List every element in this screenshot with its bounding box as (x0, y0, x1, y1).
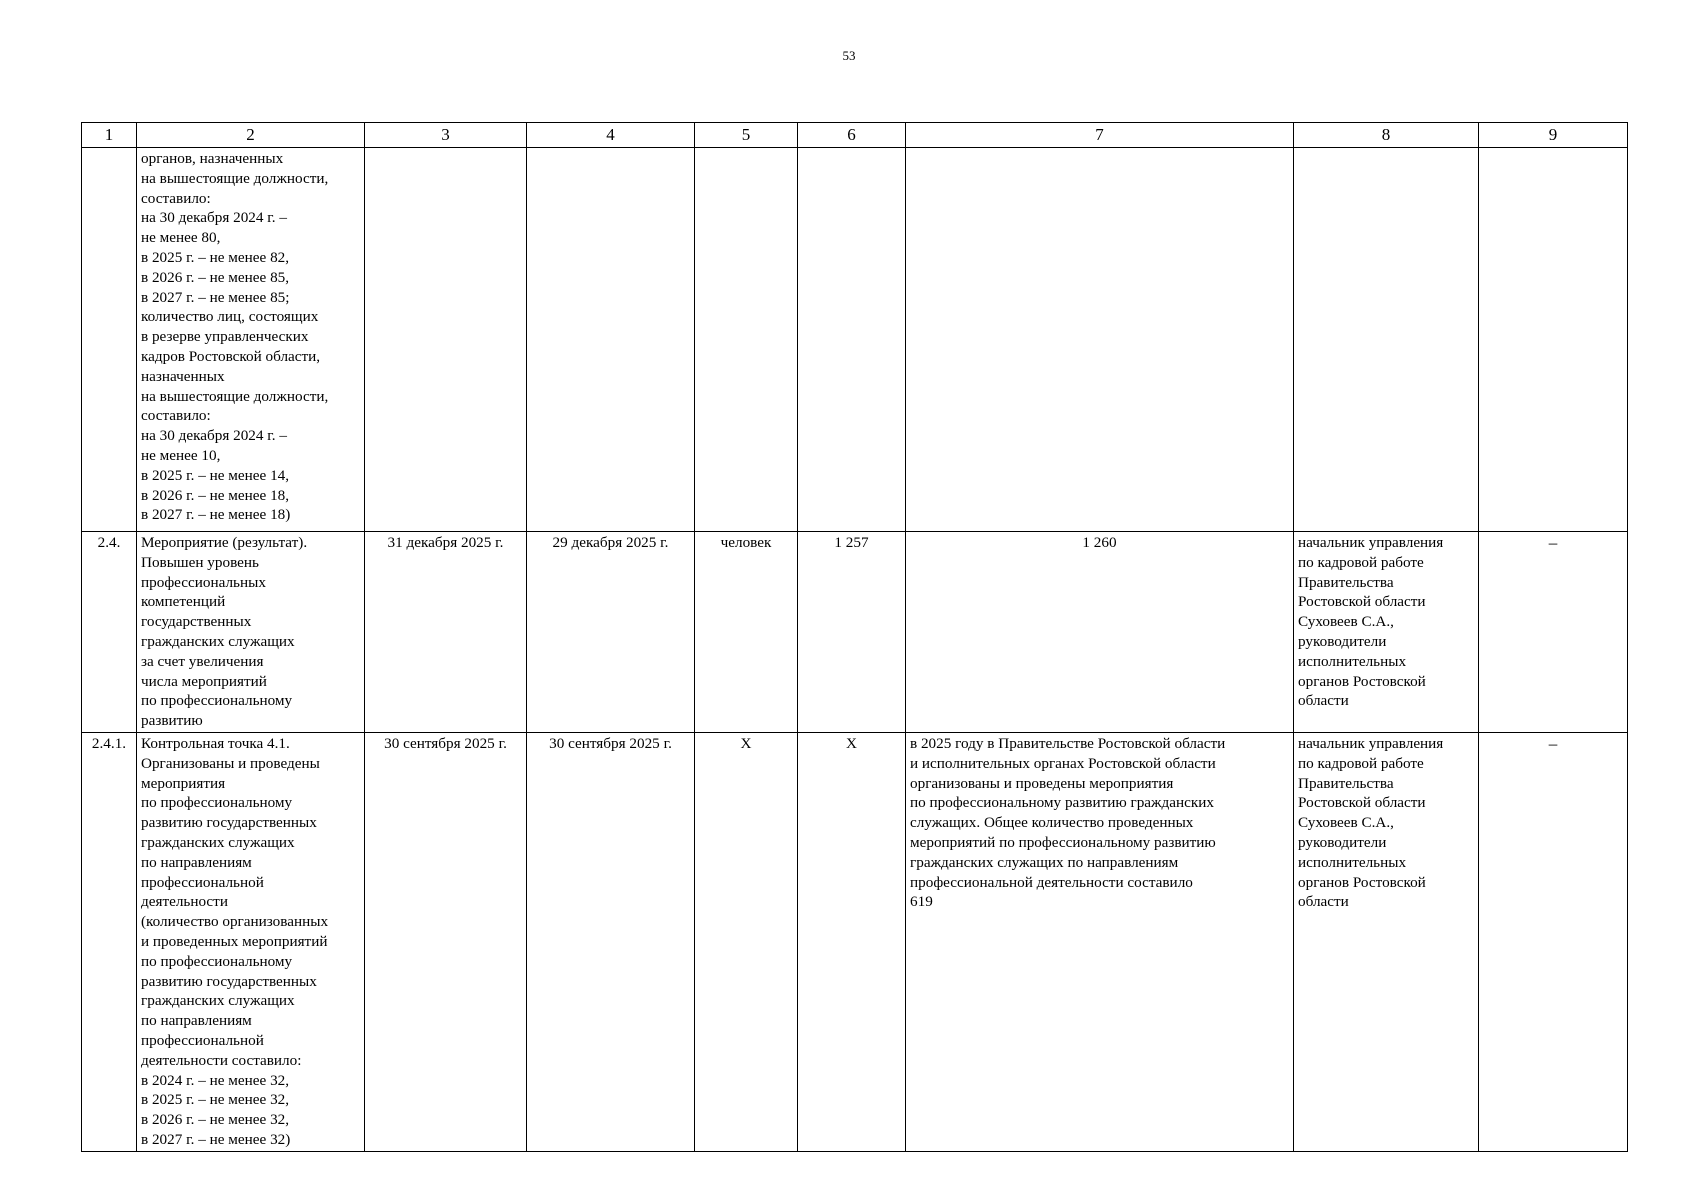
text-line: за счет увеличения (141, 652, 264, 670)
note: – (1479, 532, 1628, 733)
text-line: в 2027 г. – не менее 18) (141, 506, 291, 524)
text-line: гражданских служащих (141, 833, 295, 851)
text-line: Правительства (1298, 573, 1394, 591)
text-line: в 2025 г. – не менее 32, (141, 1091, 290, 1109)
text-line: в резерве управленческих (141, 328, 309, 346)
text-line: в 2027 г. – не менее 85; (141, 288, 290, 306)
text-line: и проведенных мероприятий (141, 932, 328, 950)
note: – (1479, 733, 1628, 1152)
text-line: гражданских служащих по направлениям (910, 853, 1179, 871)
unit (695, 148, 798, 532)
text-line: кадров Ростовской области, (141, 347, 321, 365)
text-line: органов, назначенных (141, 150, 284, 167)
table-header-row (82, 123, 1628, 148)
text-line: по профессиональному (141, 952, 293, 970)
text-line: составило: (141, 407, 211, 425)
text-line: в 2026 г. – не менее 18, (141, 486, 290, 504)
text-line: по профессиональному (141, 692, 293, 710)
column-header-3: 3 (365, 123, 527, 148)
text-line: по направлениям (141, 853, 252, 871)
plan-date: 30 сентября 2025 г. (365, 733, 527, 1152)
fact-value (906, 532, 1294, 733)
text-line: гражданских служащих (141, 992, 295, 1010)
text-line: организованы и проведены мероприятия (910, 774, 1174, 792)
table-row (82, 733, 1628, 1152)
unit: Х (695, 733, 798, 1152)
text-line: в 2027 г. – не менее 32) (141, 1130, 291, 1148)
text-line: на 30 декабря 2024 г. – (141, 209, 287, 227)
text-line: в 2025 г. – не менее 82, (141, 248, 290, 266)
text-line: профессиональной (141, 1031, 264, 1049)
text-line: профессиональной (141, 873, 264, 891)
text-line: Суховеев С.А., (1298, 613, 1394, 631)
fact-value (906, 148, 1294, 532)
text-line: в 2025 году в Правительстве Ростовской области (910, 735, 1226, 752)
table-row (82, 532, 1628, 733)
text-line: назначенных (141, 367, 225, 385)
row-number (82, 148, 137, 532)
text-line: Мероприятие (результат). (141, 534, 308, 551)
text-line: 1 260 (1082, 534, 1117, 551)
text-line: мероприятия (141, 774, 226, 792)
text-line: деятельности составило: (141, 1051, 302, 1069)
text-line: Повышен уровень (141, 553, 259, 571)
text-line: по направлениям (141, 1012, 252, 1030)
text-line: по профессиональному развитию гражданских (910, 794, 1214, 812)
text-line: исполнительных (1298, 853, 1407, 871)
text-line: деятельности (141, 893, 228, 911)
text-line: развитию государственных (141, 814, 317, 832)
column-header-2: 2 (137, 123, 365, 148)
text-line: служащих. Общее количество проведенных (910, 814, 1194, 832)
fact-date (527, 148, 695, 532)
text-line: Ростовской области (1298, 593, 1426, 611)
text-line: в 2026 г. – не менее 85, (141, 268, 290, 286)
column-header-1: 1 (82, 123, 137, 148)
fact-date: 30 сентября 2025 г. (527, 733, 695, 1152)
text-line: Ростовской области (1298, 794, 1426, 812)
column-header-7: 7 (906, 123, 1294, 148)
text-line: 619 (910, 893, 933, 911)
text-line: профессиональной деятельности составило (910, 873, 1193, 891)
text-line: руководители (1298, 632, 1387, 650)
row-description (137, 733, 365, 1152)
text-line: на вышестоящие должности, (141, 387, 329, 405)
text-line: по кадровой работе (1298, 553, 1424, 571)
plan-date (365, 148, 527, 532)
text-line: начальник управления (1298, 534, 1444, 551)
text-line: области (1298, 893, 1349, 911)
fact-date: 29 декабря 2025 г. (527, 532, 695, 733)
text-line: не менее 80, (141, 229, 221, 247)
text-line: количество лиц, состоящих (141, 308, 319, 326)
note (1479, 148, 1628, 532)
table-row (82, 148, 1628, 532)
plan-value (798, 148, 906, 532)
row-description (137, 532, 365, 733)
responsible (1294, 148, 1479, 532)
column-header-4: 4 (527, 123, 695, 148)
text-line: исполнительных (1298, 652, 1407, 670)
responsible (1294, 733, 1479, 1152)
row-description (137, 148, 365, 532)
fact-value (906, 733, 1294, 1152)
column-header-6: 6 (798, 123, 906, 148)
text-line: органов Ростовской (1298, 672, 1426, 690)
text-line: развитию государственных (141, 972, 317, 990)
text-line: Организованы и проведены (141, 754, 320, 772)
responsible (1294, 532, 1479, 733)
text-line: государственных (141, 613, 252, 631)
text-line: руководители (1298, 833, 1387, 851)
text-line: компетенций (141, 593, 226, 611)
plan-value: Х (798, 733, 906, 1152)
column-header-8: 8 (1294, 123, 1479, 148)
report-table (81, 122, 1628, 1152)
column-header-5: 5 (695, 123, 798, 148)
text-line: (количество организованных (141, 913, 329, 931)
text-line: и исполнительных органах Ростовской области (910, 754, 1216, 772)
row-number: 2.4. (82, 532, 137, 733)
text-line: в 2024 г. – не менее 32, (141, 1071, 290, 1089)
text-line: развитию (141, 712, 203, 730)
text-line: Контрольная точка 4.1. (141, 735, 290, 752)
page-number: 53 (842, 48, 856, 63)
text-line: не менее 10, (141, 446, 221, 464)
text-line: области (1298, 692, 1349, 710)
text-line: Правительства (1298, 774, 1394, 792)
plan-value: 1 257 (798, 532, 906, 733)
text-line: профессиональных (141, 573, 266, 591)
text-line: в 2026 г. – не менее 32, (141, 1111, 290, 1129)
text-line: Суховеев С.А., (1298, 814, 1394, 832)
text-line: в 2025 г. – не менее 14, (141, 466, 290, 484)
text-line: гражданских служащих (141, 632, 295, 650)
column-header-9: 9 (1479, 123, 1628, 148)
text-line: по профессиональному (141, 794, 293, 812)
text-line: органов Ростовской (1298, 873, 1426, 891)
plan-date: 31 декабря 2025 г. (365, 532, 527, 733)
text-line: мероприятий по профессиональному развитию (910, 833, 1216, 851)
text-line: числа мероприятий (141, 672, 267, 690)
text-line: начальник управления (1298, 735, 1444, 752)
text-line: составило: (141, 189, 211, 207)
text-line: на 30 декабря 2024 г. – (141, 427, 287, 445)
row-number: 2.4.1. (82, 733, 137, 1152)
unit: человек (695, 532, 798, 733)
text-line: на вышестоящие должности, (141, 169, 329, 187)
text-line: по кадровой работе (1298, 754, 1424, 772)
